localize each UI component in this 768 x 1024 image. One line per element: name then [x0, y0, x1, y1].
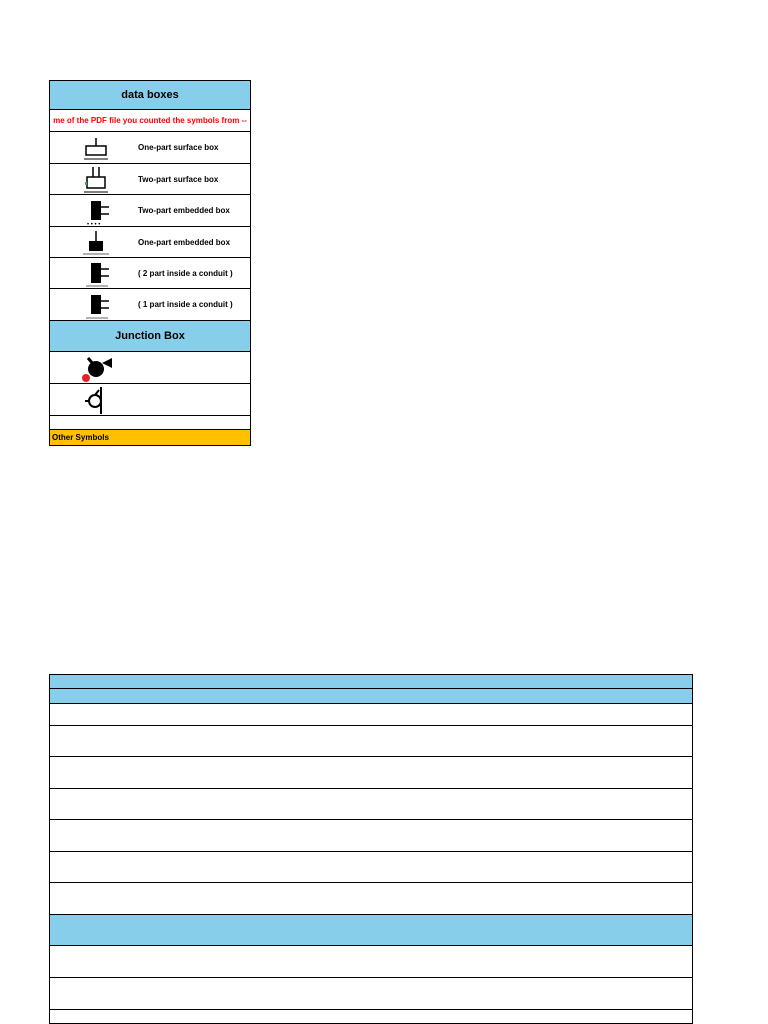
svg-text:• • • •: • • • •	[87, 222, 101, 226]
junction-box-title: Junction Box	[115, 330, 185, 342]
counts-row	[50, 1010, 692, 1024]
symbol-row	[50, 195, 250, 227]
symbol-row	[50, 227, 250, 258]
symbol-label: Two-part surface box	[138, 174, 219, 184]
symbol-row	[50, 164, 250, 195]
other-symbols-title: Other Symbols	[52, 433, 109, 442]
counts-row	[50, 789, 692, 820]
counts-row	[50, 946, 692, 978]
counts-header-row	[50, 675, 692, 689]
symbol-row	[50, 258, 250, 289]
counts-row	[50, 704, 692, 726]
data-boxes-title: data boxes	[121, 89, 179, 101]
symbols-table	[49, 80, 251, 446]
counts-subheader-row	[50, 689, 692, 704]
data-boxes-header	[50, 81, 250, 110]
symbol-label: One-part surface box	[138, 143, 219, 152]
junction-box-red-symbol-icon	[76, 352, 116, 383]
symbol-row	[50, 289, 250, 321]
counts-table	[49, 674, 693, 1024]
symbol-label: ( 2 part inside a conduit )	[138, 268, 233, 278]
counts-row	[50, 757, 692, 789]
pdf-file-note: me of the PDF file you counted the symbols from --	[53, 116, 247, 125]
symbol-row	[50, 132, 250, 164]
symbol-row	[50, 384, 250, 416]
symbol-label: One-part embedded box	[138, 237, 231, 247]
counts-row	[50, 820, 692, 852]
pdf-file-note-row	[50, 110, 250, 132]
symbol-label: Two-part embedded box	[138, 206, 230, 215]
symbol-label: ( 1 part inside a conduit )	[138, 300, 233, 309]
one-part-surface-box-icon	[76, 132, 116, 163]
symbol-row	[50, 352, 250, 384]
counts-row	[50, 978, 692, 1010]
junction-box-circle-symbol-icon	[76, 384, 116, 415]
counts-row	[50, 883, 692, 915]
two-part-conduit-icon	[76, 258, 116, 289]
counts-section-header-row	[50, 915, 692, 946]
empty-row	[50, 416, 250, 430]
two-part-surface-box-icon	[76, 164, 116, 195]
two-part-embedded-box-icon	[76, 195, 116, 226]
one-part-conduit-icon	[76, 289, 116, 320]
counts-row	[50, 726, 692, 757]
junction-box-header	[50, 321, 250, 352]
counts-row	[50, 852, 692, 883]
one-part-embedded-box-icon	[76, 227, 116, 258]
other-symbols-header	[50, 430, 250, 446]
